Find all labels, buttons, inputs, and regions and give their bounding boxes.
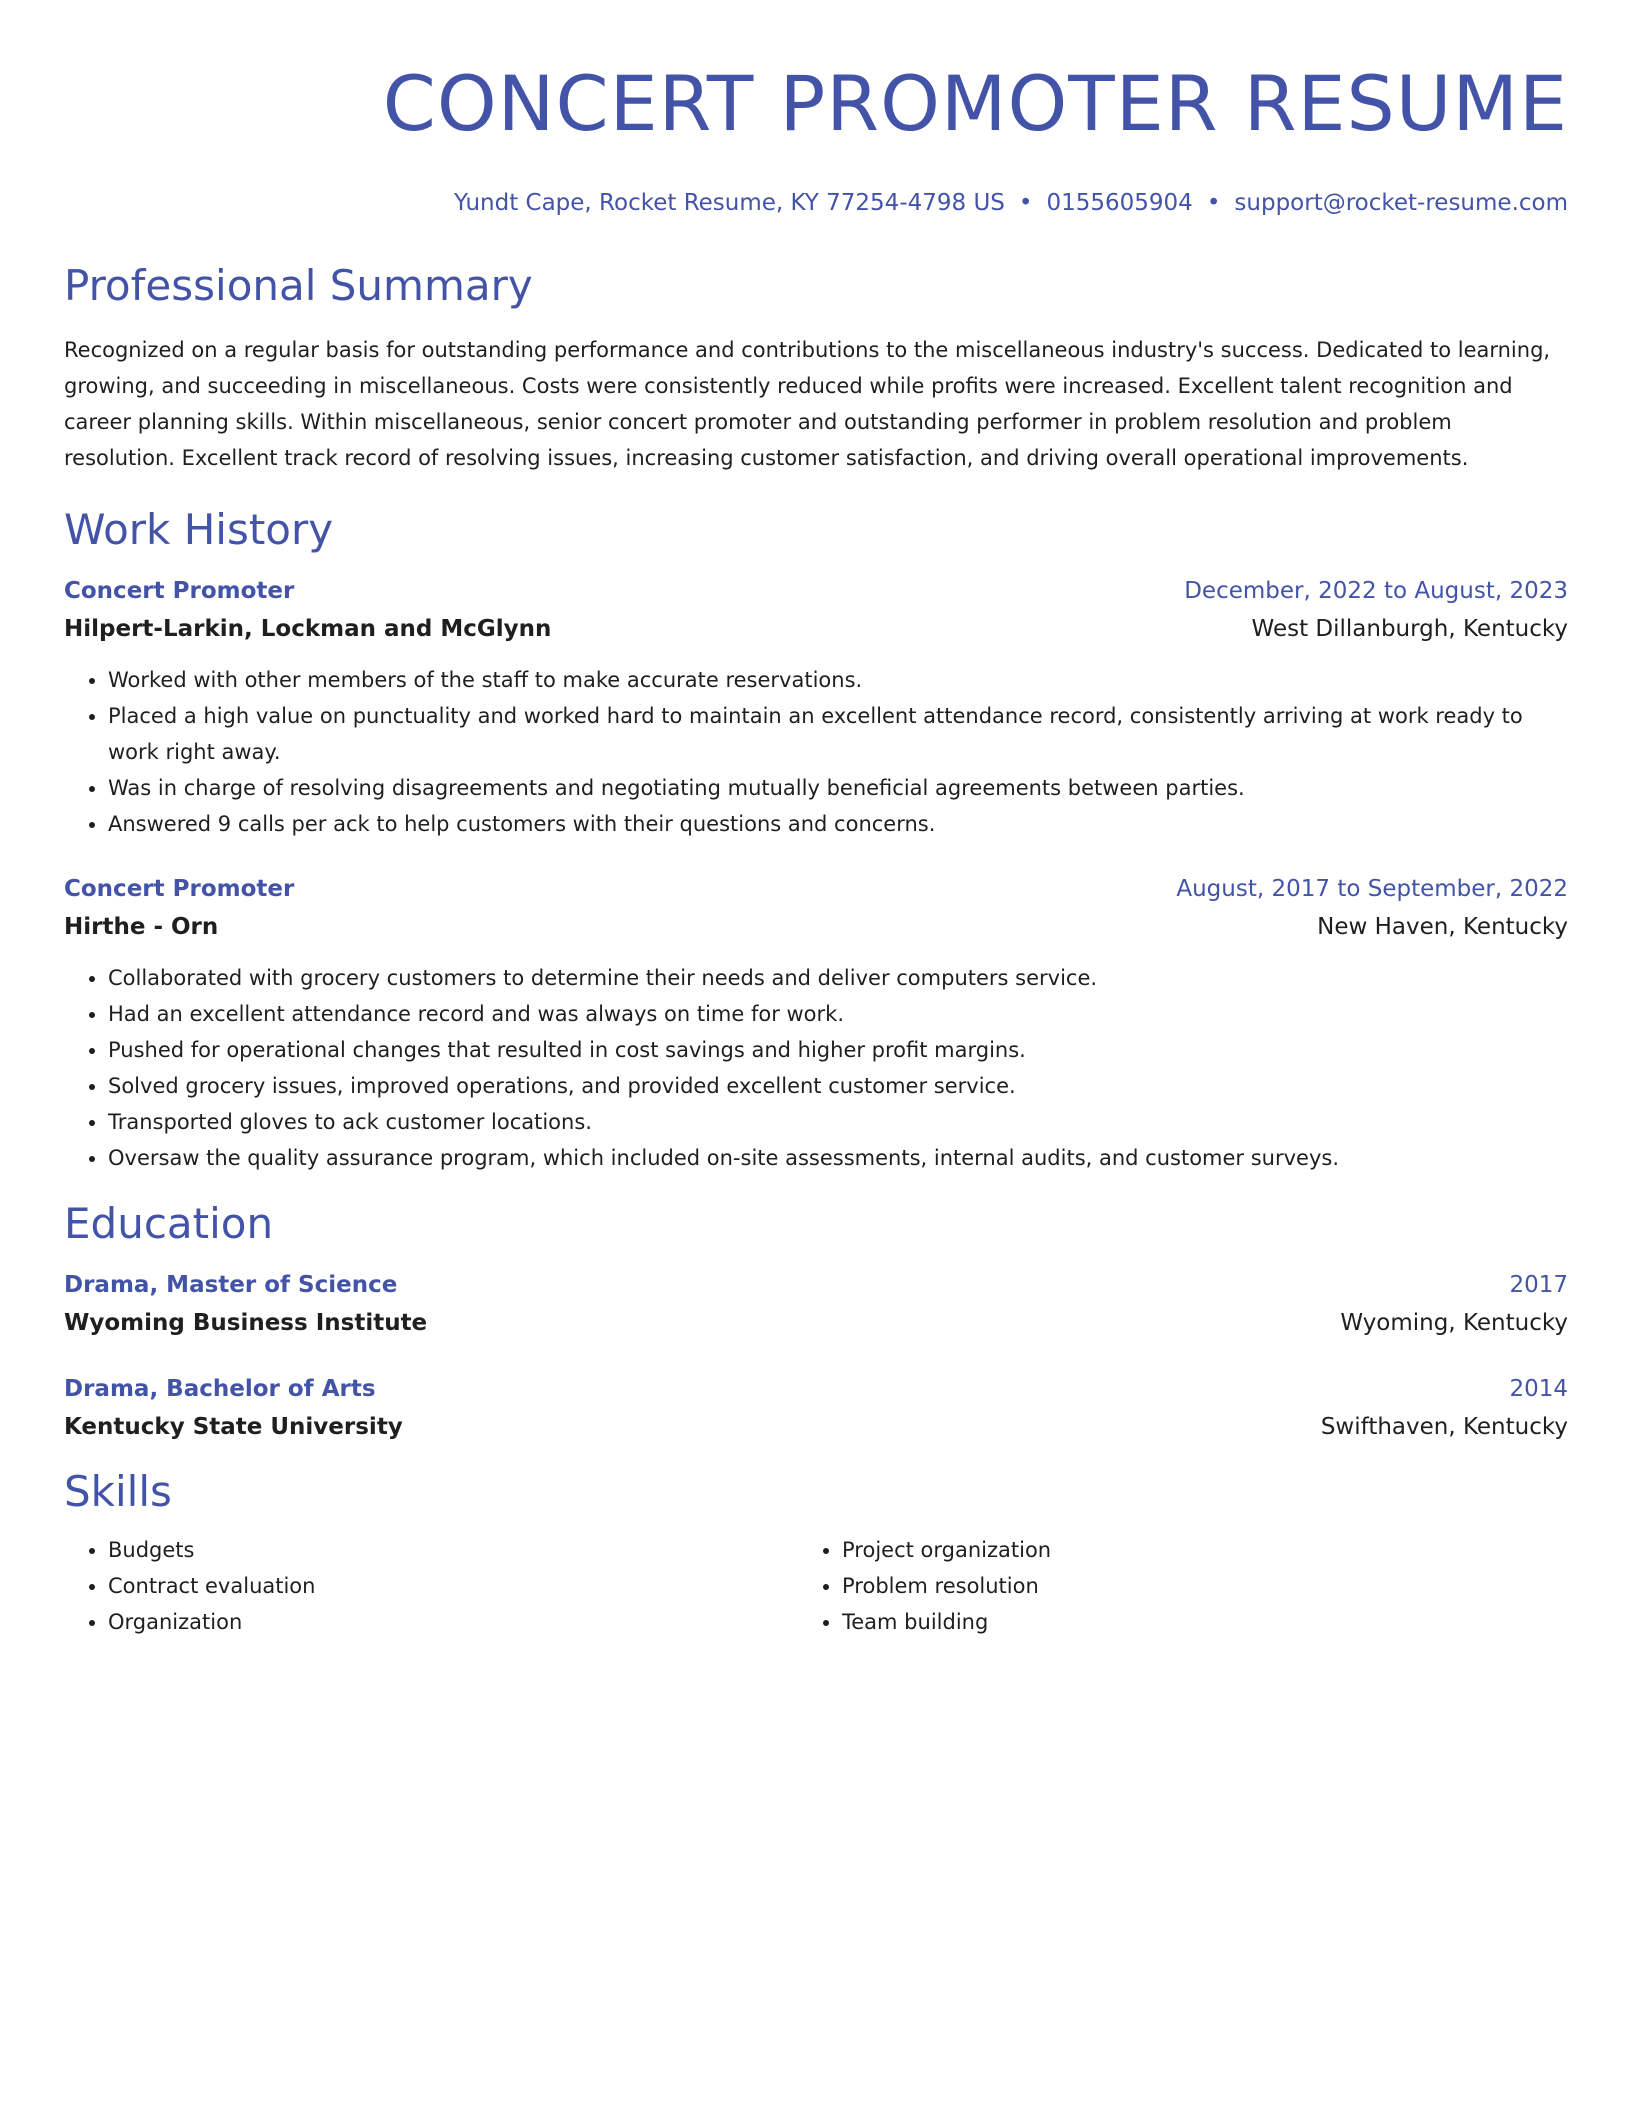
education-degree-row	[64, 1266, 1568, 1304]
job-bullet: • Transported gloves to ack customer locations.	[108, 1104, 1568, 1140]
job-bullet: • Was in charge of resolving disagreements and negotiating mutually beneficial agreements between parties.	[108, 770, 1568, 806]
skill-item: • Budgets	[108, 1532, 754, 1568]
job-title: Concert Promoter	[64, 876, 295, 902]
job-location: West Dillanburgh, Kentucky	[1251, 616, 1568, 642]
job-entry	[64, 572, 1568, 842]
job-title-row	[64, 572, 1568, 610]
skill-item: • Problem resolution	[842, 1568, 1488, 1604]
job-employer-row	[64, 610, 1568, 648]
contact-email[interactable]: support@rocket-resume.com	[1234, 190, 1568, 216]
education-location: Wyoming, Kentucky	[1340, 1310, 1568, 1336]
job-bullet: • Worked with other members of the staff to make accurate reservations.	[108, 662, 1568, 698]
job-entry	[64, 870, 1568, 1176]
education-year: 2017	[1509, 1272, 1568, 1298]
skills-heading: Skills	[64, 1467, 172, 1516]
skill-item: • Organization	[108, 1604, 754, 1640]
work-history-heading: Work History	[64, 505, 334, 554]
contact-separator: •	[1018, 190, 1033, 216]
job-title: Concert Promoter	[64, 578, 295, 604]
skill-item: • Contract evaluation	[108, 1568, 754, 1604]
job-bullet: • Collaborated with grocery customers to determine their needs and deliver computers service.	[108, 960, 1568, 996]
education-school: Wyoming Business Institute	[64, 1310, 428, 1336]
education-school-row	[64, 1408, 1568, 1446]
education-school: Kentucky State University	[64, 1414, 403, 1440]
skills-list	[64, 1532, 1568, 1640]
job-bullet: • Oversaw the quality assurance program, which included on-site assessments, internal audits, and customer surveys.	[108, 1140, 1568, 1176]
education-entry	[64, 1370, 1568, 1446]
skills-column-left	[64, 1532, 754, 1640]
education-entry	[64, 1266, 1568, 1342]
job-bullet: • Placed a high value on punctuality and worked hard to maintain an excellent attendance record, consistently arriving at work ready to work right away.	[108, 698, 1568, 770]
summary-heading: Professional Summary	[64, 261, 533, 310]
contact-address: Yundt Cape, Rocket Resume, KY 77254-4798 US	[454, 190, 1005, 216]
education-degree-row	[64, 1370, 1568, 1408]
skill-item: • Team building	[842, 1604, 1488, 1640]
skills-column-right	[798, 1532, 1488, 1640]
job-title-row	[64, 870, 1568, 908]
skill-item: • Project organization	[842, 1532, 1488, 1568]
job-bullets	[64, 960, 1568, 1176]
summary-text: Recognized on a regular basis for outstanding performance and contributions to the miscellaneous industry's success. Dedicated to learning, growing, and succeeding in miscellaneous. Costs were consistently reduced while profits were increased. Excellent talent recognition and career planning skills. Within miscellaneous, senior concert promoter and outstanding performer in problem resolution and problem resolution. Excellent track record of resolving issues, increasing customer satisfaction, and driving overall operational improvements.	[64, 338, 1551, 470]
job-dates: December, 2022 to August, 2023	[1184, 578, 1568, 604]
resume-title: CONCERT PROMOTER RESUME	[382, 59, 1568, 148]
job-bullet: • Had an excellent attendance record and was always on time for work.	[108, 996, 1568, 1032]
contact-separator: •	[1206, 190, 1221, 216]
job-employer: Hirthe - Orn	[64, 914, 219, 940]
job-bullet: • Pushed for operational changes that resulted in cost savings and higher profit margins.	[108, 1032, 1568, 1068]
education-degree: Drama, Master of Science	[64, 1272, 398, 1298]
job-location: New Haven, Kentucky	[1317, 914, 1568, 940]
job-bullets	[64, 662, 1568, 842]
job-bullet: • Answered 9 calls per ack to help customers with their questions and concerns.	[108, 806, 1568, 842]
job-bullet: • Solved grocery issues, improved operations, and provided excellent customer service.	[108, 1068, 1568, 1104]
education-school-row	[64, 1304, 1568, 1342]
education-year: 2014	[1509, 1376, 1568, 1402]
job-dates: August, 2017 to September, 2022	[1176, 876, 1568, 902]
contact-line	[64, 188, 1568, 218]
education-heading: Education	[64, 1199, 274, 1248]
education-location: Swifthaven, Kentucky	[1320, 1414, 1568, 1440]
job-employer: Hilpert-Larkin, Lockman and McGlynn	[64, 616, 552, 642]
job-employer-row	[64, 908, 1568, 946]
contact-phone[interactable]: 0155605904	[1046, 190, 1193, 216]
education-degree: Drama, Bachelor of Arts	[64, 1376, 376, 1402]
